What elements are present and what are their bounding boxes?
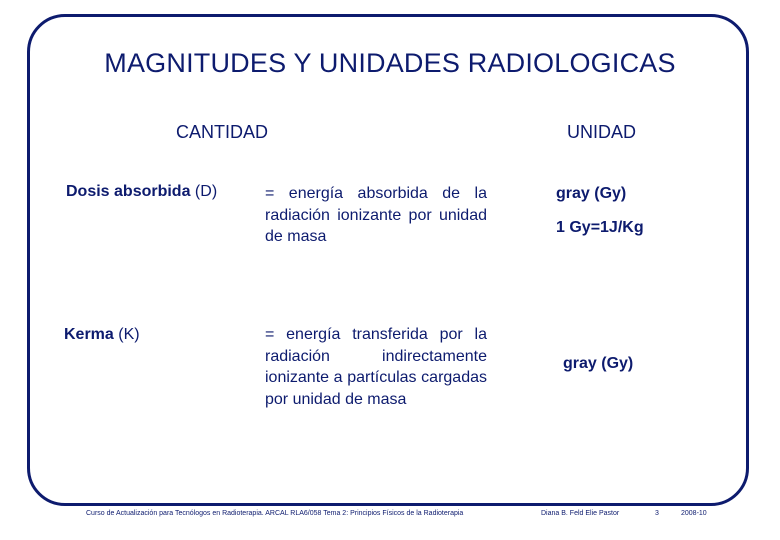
term-dosis-name: Dosis absorbida — [66, 183, 191, 200]
unit-dosis-equivalence: 1 Gy=1J/Kg — [556, 219, 644, 236]
definition-kerma: = energía transferida por la radiación indirectamente ionizante a partículas cargadas por unidad de masa — [265, 326, 487, 408]
footer-course: Curso de Actualización para Tecnólogos en Radioterapia. ARCAL RLA6/058 Tema 2: Principios Físicos de la Radioterapia — [86, 510, 464, 517]
term-kerma-name: Kerma — [64, 326, 114, 343]
slide-title: MAGNITUDES Y UNIDADES RADIOLOGICAS — [104, 48, 676, 78]
unit-kerma-gray: gray (Gy) — [563, 355, 634, 372]
term-kerma-symbol: (K) — [113, 326, 140, 343]
definition-dosis-absorbida: = energía absorbida de la radiación ionizante por unidad de masa — [265, 185, 487, 245]
header-cantidad: CANTIDAD — [176, 122, 269, 142]
unit-dosis-gray: gray (Gy) — [556, 185, 627, 202]
term-kerma — [64, 326, 140, 344]
header-unidad: UNIDAD — [567, 122, 637, 142]
term-dosis-symbol: (D) — [190, 183, 218, 200]
slide-frame — [27, 14, 749, 506]
footer-page-number: 3 — [655, 510, 659, 517]
footer-author: Diana B. Feld Elie Pastor — [541, 510, 620, 517]
footer-year: 2008-10 — [681, 510, 707, 517]
term-dosis-absorbida — [66, 183, 217, 201]
